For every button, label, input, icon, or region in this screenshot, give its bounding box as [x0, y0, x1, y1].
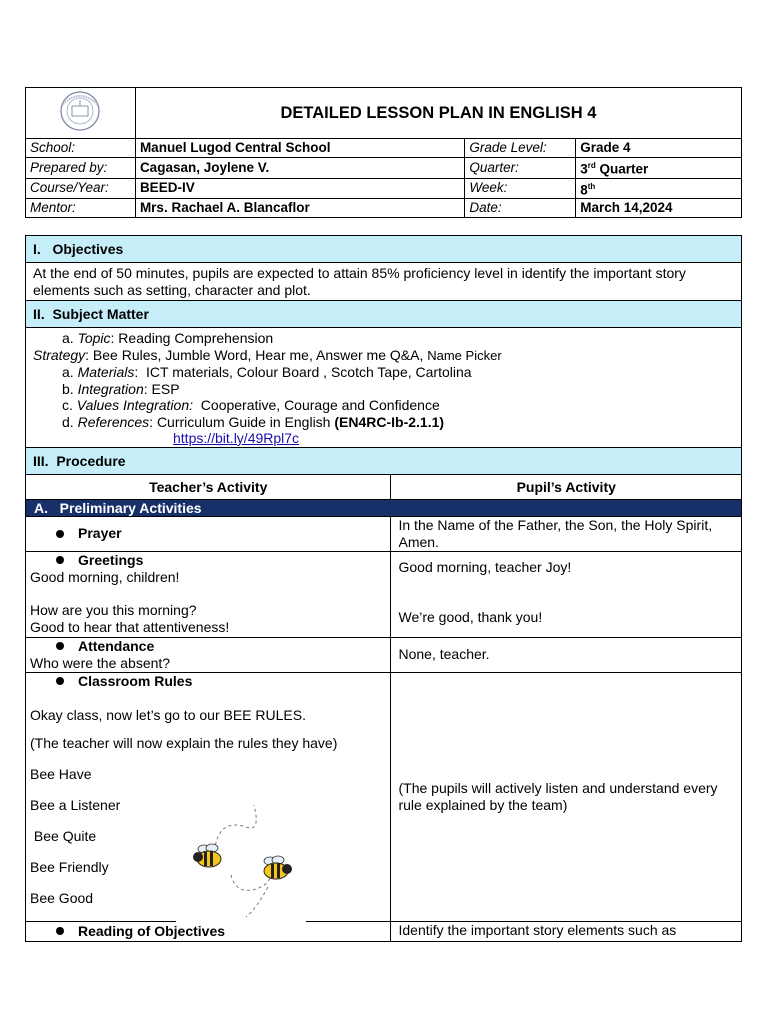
prayer-teacher-cell: Prayer: [26, 516, 391, 551]
bullet-icon: [56, 556, 64, 564]
materials-line: a. Materials: ICT materials, Colour Board , Scotch Tape, Cartolina: [62, 364, 472, 380]
attendance-teacher-cell: Attendance Who were the absent?: [26, 637, 391, 672]
bee-rule-item: Bee Quite: [30, 827, 97, 844]
quarter-label: Quarter:: [465, 158, 576, 179]
bees-illustration: [176, 797, 306, 922]
bee-rule-item: Bee Good: [30, 889, 94, 906]
date-label: Date:: [465, 199, 576, 218]
greetings-pupil-cell: Good morning, teacher Joy! We’re good, thank you!: [391, 551, 742, 637]
pupil-activity-header: Pupil’s Activity: [391, 474, 742, 499]
date-value: March 14,2024: [576, 199, 742, 218]
bee-rule-item: Bee Have: [30, 765, 92, 782]
header-table: [25, 87, 742, 218]
rules-teacher-cell: Classroom Rules Okay class, now let’s go to our BEE RULES. (The teacher will now explain the rules they have) Bee Have Bee a Listener Bee Quite Bee Friendly Bee Good: [26, 672, 391, 921]
course-year-label: Course/Year:: [26, 178, 136, 199]
grade-level-label: Grade Level:: [465, 139, 576, 158]
reading-objectives-teacher-cell: Reading of Objectives: [26, 921, 391, 941]
lesson-plan-title: DETAILED LESSON PLAN IN ENGLISH 4: [135, 88, 741, 139]
week-label: Week:: [465, 178, 576, 199]
strategy-line: Strategy: Bee Rules, Jumble Word, Hear me, Answer me Q&A, Name Picker: [33, 346, 502, 363]
school-value: Manuel Lugod Central School: [135, 139, 464, 158]
bullet-icon: [56, 642, 64, 650]
prepared-by-value: Cagasan, Joylene V.: [135, 158, 464, 179]
preliminary-activities-bar: A. Preliminary Activities: [26, 499, 742, 516]
mentor-label: Mentor:: [26, 199, 136, 218]
subject-matter-heading: II. Subject Matter: [26, 301, 742, 328]
bullet-icon: [56, 677, 64, 685]
bee-rule-item: Bee Friendly: [30, 858, 109, 875]
greetings-teacher-cell: Greetings Good morning, children! How are you this morning? Good to hear that attentiveness!: [26, 551, 391, 637]
values-line: c. Values Integration: Cooperative, Courage and Confidence: [62, 397, 440, 413]
course-year-value: BEED-IV: [135, 178, 464, 199]
objectives-heading: I. Objectives: [26, 236, 742, 263]
attendance-pupil-cell: None, teacher.: [391, 637, 742, 672]
topic-line: a. Topic: Reading Comprehension: [62, 330, 274, 346]
bullet-icon: [56, 927, 64, 935]
quarter-value: 3rd Quarter: [576, 158, 742, 179]
teacher-activity-header: Teacher’s Activity: [26, 474, 391, 499]
week-value: 8th: [576, 178, 742, 199]
bullet-icon: [56, 530, 64, 538]
reference-link[interactable]: https://bit.ly/49Rpl7c: [173, 430, 300, 446]
reading-objectives-pupil-cell: Identify the important story elements such as: [391, 921, 742, 941]
grade-level-value: Grade 4: [576, 139, 742, 158]
bee-rule-item: Bee a Listener: [30, 796, 121, 813]
school-logo-cell: [26, 88, 136, 139]
school-seal-logo: [55, 90, 105, 132]
integration-line: b. Integration: ESP: [62, 380, 180, 397]
prayer-pupil-cell: In the Name of the Father, the Son, the Holy Spirit, Amen.: [391, 516, 742, 551]
procedure-heading: III. Procedure: [26, 447, 742, 474]
mentor-value: Mrs. Rachael A. Blancaflor: [135, 199, 464, 218]
subject-matter-body: [26, 328, 742, 448]
references-line: d. References: Curriculum Guide in English (EN4RC-Ib-2.1.1): [62, 413, 445, 430]
prepared-by-label: Prepared by:: [26, 158, 136, 179]
school-label: School:: [26, 139, 136, 158]
objectives-text: At the end of 50 minutes, pupils are expected to attain 85% proficiency level in identify the important story elements such as setting, character and plot.: [26, 263, 742, 301]
rules-pupil-cell: (The pupils will actively listen and understand every rule explained by the team): [391, 672, 742, 921]
lesson-body-table: [25, 235, 742, 942]
